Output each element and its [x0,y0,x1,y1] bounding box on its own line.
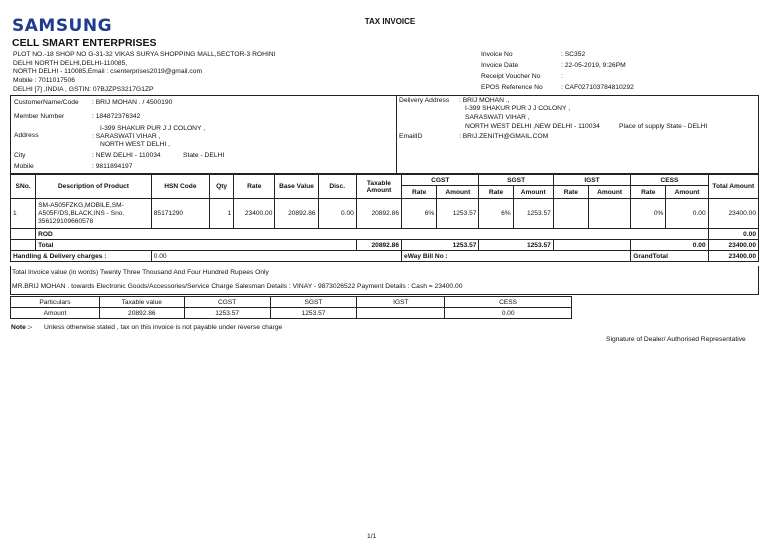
col-sno: SNo. [11,175,36,199]
col-base-value: Base Value [275,175,318,199]
col-hsn: HSN Code [151,175,209,199]
sgst-rate-header: Rate [479,186,513,199]
row-cgst-rate: 6% [402,199,437,229]
invoice-meta [481,51,634,95]
items-table [10,174,759,262]
total-amount: 23400.00 [708,240,758,251]
igst-amount-header: Amount [589,186,631,199]
summary-cell: 0.00 [445,308,572,319]
invoice-date-value: : 22-05-2019, 9:26PM [561,62,626,69]
summary-row [11,308,572,319]
member-number-value: : 184872376342 [92,113,141,120]
note-label: Note :- [11,324,33,331]
samsung-logo: SAMSUNG [12,16,113,36]
sgst-amount-header: Amount [513,186,553,199]
row-cgst-amount: 1253.57 [437,199,479,229]
row-base-value: 20892.86 [275,199,318,229]
epos-ref-value: : CAF027103784810292 [561,84,634,91]
receipt-voucher-label: Receipt Voucher No [481,73,541,80]
total-label: Total [36,240,357,251]
company-name: CELL SMART ENTERPRISES [12,37,157,49]
customer-divider [396,95,397,174]
handling-value: 0.00 [151,251,401,262]
row-cess-rate: 0% [631,199,666,229]
customer-name-value: : BRIJ MOHAN . / 4500190 [92,99,173,106]
row-description: SM-A505FZKG,MOBILE,SM-A505F/DS,BLACK,INS - Sno. 356129109660578 [36,199,152,229]
row-sgst-amount: 1253.57 [513,199,553,229]
cgst-amount-header: Amount [437,186,479,199]
row-igst-amount [589,199,631,229]
place-of-supply: Place of supply State - DELHI [619,123,708,130]
customer-address-line: I-399 SHAKUR PUR J J COLONY , [100,125,206,132]
address-label: Address [14,132,39,139]
col-qty: Qty [210,175,234,199]
summary-cell: 20892.86 [99,308,184,319]
company-address [13,51,276,95]
invoice-no-label: Invoice No [481,51,513,58]
summary-header: Particulars [11,297,100,308]
handling-label: Handling & Delivery charges : [11,251,152,262]
summary-header: Taxable value [99,297,184,308]
payment-details: MR.BRIJ MOHAN . towards Electronic Goods/Accessories/Service Charge Salesman Details : VINAY - 9873026522 Payment Details : Cash = 23400.00 [12,283,463,290]
invoice-date-label: Invoice Date [481,62,519,69]
summary-header: SGST [270,297,357,308]
city-label: City [14,152,26,159]
row-taxable: 20892.86 [356,199,401,229]
row-hsn: 85171290 [151,199,209,229]
col-total: Total Amount [708,175,758,199]
customer-address-line: NORTH WEST DELHI , [100,141,170,148]
address-line: DELHI NORTH DELHI,DELHI-110085, [13,59,128,67]
address-line: NORTH DELHI - 110085,Email : csenterprises2019@gmail.com [13,68,203,76]
delivery-address-line: : BRIJ MOHAN ., [459,97,510,104]
col-taxable: Taxable Amount [356,175,401,199]
summary-cell: 1253.57 [184,308,270,319]
table-row [11,199,759,229]
invoice-no-value: : SC352 [561,51,586,58]
delivery-address-line: NORTH WEST DELHI ,NEW DELHI - 110034 [465,123,600,130]
row-sno: 1 [11,199,36,229]
state-value: State - DELHI [183,152,225,159]
total-cess: 0.00 [631,240,708,251]
row-rate: 23400.00 [234,199,275,229]
address-line: DELHI [7] ,INDIA , GSTIN: 07BJZPS3217G1ZP [13,85,154,93]
row-total: 23400.00 [708,199,758,229]
receipt-voucher-value: : [561,73,563,80]
total-taxable: 20892.86 [356,240,401,251]
col-rate: Rate [234,175,275,199]
total-row [11,240,759,251]
rod-row [11,229,759,240]
page-number: 1/1 [367,533,377,540]
row-qty: 1 [210,199,234,229]
summary-cell [357,308,445,319]
total-cgst: 1253.57 [402,240,479,251]
handling-row [11,251,759,262]
col-cgst: CGST [402,175,479,186]
rod-value: 0.00 [708,229,758,240]
customer-name-label: CustomerName/Code [14,99,79,106]
epos-ref-label: EPOS Reference No [481,84,543,91]
row-sgst-rate: 6% [479,199,513,229]
row-disc: 0.00 [318,199,356,229]
summary-header: IGST [357,297,445,308]
delivery-address-line: SARASWATI VIHAR , [465,114,530,121]
col-disc: Disc. [318,175,356,199]
document-title: TAX INVOICE [364,17,416,26]
address-line: Mobile : 7011017506 [13,77,75,85]
eway-bill-label: eWay Bill No : [402,251,631,262]
email-label: EmailID [399,133,423,140]
mobile-label: Mobile [14,163,34,170]
delivery-address-label: Delivery Address [399,97,450,104]
member-number-label: Member Number [14,113,65,120]
col-cess: CESS [631,175,708,186]
note-text: Unless otherwise stated , tax on this invoice is not payable under reverse charge [44,324,283,331]
customer-address-line: : SARASWATI VIHAR , [92,133,161,140]
address-line: PLOT NO.-18 SHOP NO G-31-32 VIKAS SURYA SHOPPING MALL,SECTOR-3 ROHINI [13,51,276,58]
summary-cell: 1253.57 [270,308,357,319]
row-igst-rate [553,199,588,229]
city-value: : NEW DELHI - 110034 [92,152,161,159]
cgst-rate-header: Rate [402,186,437,199]
total-sgst: 1253.57 [479,240,553,251]
grand-total-label: GrandTotal [631,251,708,262]
delivery-address-line: I-399 SHAKUR PUR J J COLONY , [465,105,571,112]
summary-header: CGST [184,297,270,308]
cess-amount-header: Amount [666,186,708,199]
igst-rate-header: Rate [553,186,588,199]
col-description: Description of Product [36,175,152,199]
row-cess-amount: 0.00 [666,199,708,229]
signature-label: Signature of Dealer/ Authorised Representative [606,336,746,343]
col-sgst: SGST [479,175,553,186]
cess-rate-header: Rate [631,186,666,199]
rod-label: ROD [36,229,709,240]
email-value: : BRIJ.ZENITH@GMAIL.COM [459,133,549,140]
summary-header: CESS [445,297,572,308]
col-igst: IGST [553,175,630,186]
grand-total-value: 23400.00 [708,251,758,262]
amount-in-words: Total Invoice value (in words) Twenty Three Thousand And Four Hundred Rupees Only [12,269,269,276]
mobile-value: : 9811894197 [92,163,133,170]
summary-cell: Amount [11,308,100,319]
tax-summary-table [10,296,572,319]
